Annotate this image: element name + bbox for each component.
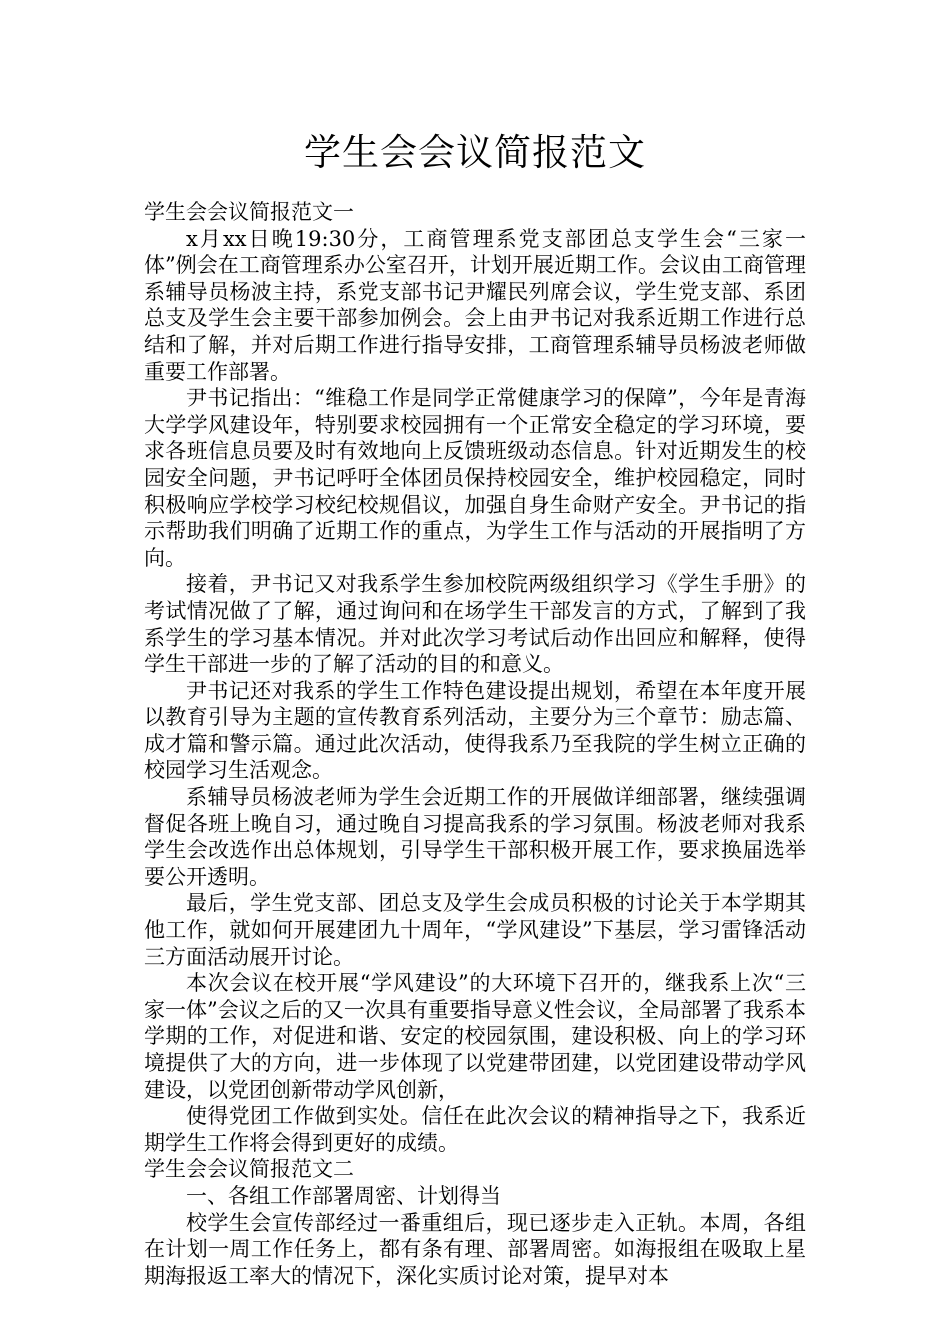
body-paragraph: 尹书记还对我系的学生工作特色建设提出规划，希望在本年度开展以教育引导为主题的宣传教育系列活动，主要分为三个章节：励志篇、成才篇和警示篇。通过此次活动，使得我系乃至我院的学生树立正确的校园学习生活观念。 <box>144 678 806 783</box>
body-paragraph: 本次会议在校开展“学风建设”的大环境下召开的，继我系上次“三家一体”会议之后的又一次具有重要指导意义性会议，全局部署了我系本学期的工作，对促进和谐、安定的校园氛围，建设积极、向上的学习环境提供了大的方向，进一步体现了以党建带团建，以党团建设带动学风建设，以党团创新带动学风创新， <box>144 971 806 1102</box>
section-heading: 学生会会议简报范文二 <box>144 1157 354 1182</box>
document-title: 学生会会议简报范文 <box>304 131 646 174</box>
body-paragraph: 接着，尹书记又对我系学生参加校院两级组织学习《学生手册》的考试情况做了了解，通过询问和在场学生干部发言的方式，了解到了我系学生的学习基本情况。并对此次学习考试后动作出回应和解释，使得学生干部进一步的了解了活动的目的和意义。 <box>144 572 806 677</box>
body-paragraph: 使得党团工作做到实处。信任在此次会议的精神指导之下，我系近期学生工作将会得到更好的成绩。 <box>144 1104 806 1155</box>
body-paragraph: 尹书记指出：“维稳工作是同学正常健康学习的保障”，今年是青海大学学风建设年，特别要求校园拥有一个正常安全稳定的学习环境，要求各班信息员要及时有效地向上反馈班级动态信息。针对近期发生的校园安全问题，尹书记呼吁全体团员保持校园安全，维护校园稳定，同时积极响应学校学习校纪校规倡议，加强自身生命财产安全。尹书记的指示帮助我们明确了近期工作的重点，为学生工作与活动的开展指明了方向。 <box>144 386 806 570</box>
body-paragraph: 最后，学生党支部、团总支及学生会成员积极的讨论关于本学期其他工作，就如何开展建团九十周年，“学风建设”下基层，学习雷锋活动三方面活动展开讨论。 <box>144 891 806 969</box>
body-paragraph: 一、各组工作部署周密、计划得当 <box>186 1183 501 1208</box>
document-page <box>144 0 806 1289</box>
body-paragraph: 校学生会宣传部经过一番重组后，现已逐步走入正轨。本周，各组在计划一周工作任务上，都有条有理、部署周密。如海报组在吸取上星期海报返工率大的情况下，深化实质讨论对策，提早对本 <box>144 1210 806 1288</box>
section-heading: 学生会会议简报范文一 <box>144 200 354 224</box>
document-body <box>144 199 806 1289</box>
body-paragraph: x月xx日晚19:30分，工商管理系党支部团总支学生会“三家一体”例会在工商管理系办公室召开，计划开展近期工作。会议由工商管理系辅导员杨波主持，系党支部书记尹耀民列席会议，学生党支部、系团总支及学生会主要干部参加例会。会上由尹书记对我系近期工作进行总结和了解，并对后期工作进行指导安排，工商管理系辅导员杨波老师做重要工作部署。 <box>144 226 806 384</box>
body-paragraph: 系辅导员杨波老师为学生会近期工作的开展做详细部署，继续强调督促各班上晚自习，通过晚自习提高我系的学习氛围。杨波老师对我系学生会改选作出总体规划，引导学生干部积极开展工作，要求换届选举要公开透明。 <box>144 785 806 889</box>
